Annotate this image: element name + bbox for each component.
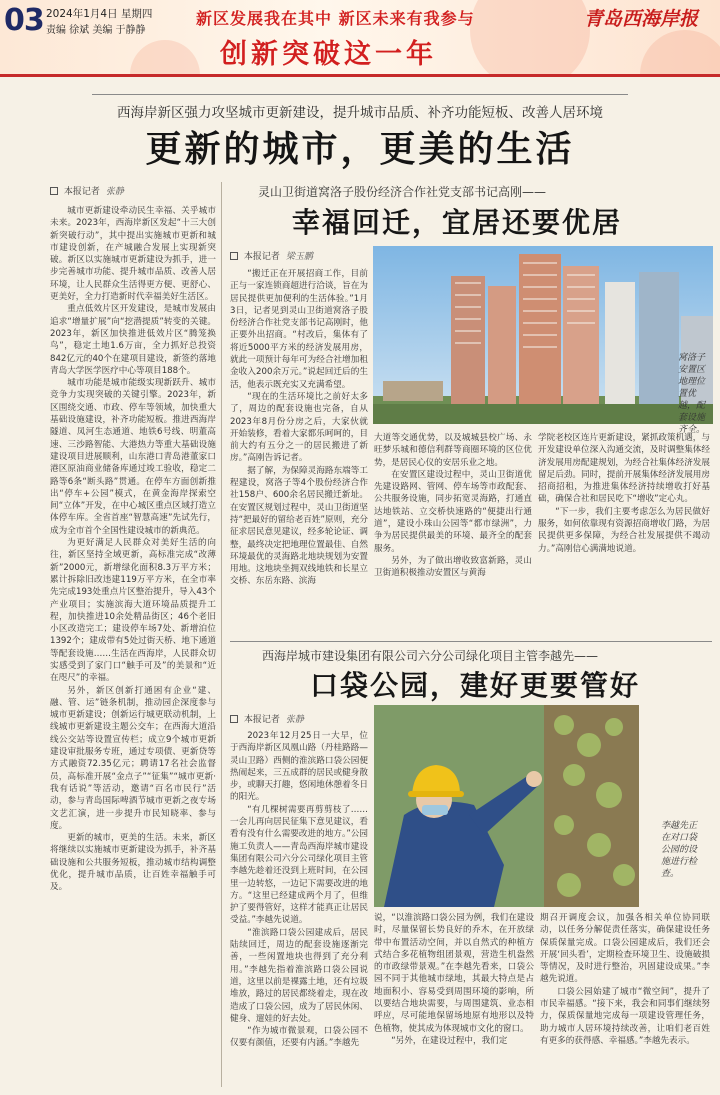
reporter-label: 本报记者 <box>243 715 280 725</box>
slogan-main: 创新突破这一年 <box>220 39 437 70</box>
paragraph: “淮滨路口袋公园建成后，居民陆续回迁，周边的配套设施逐渐完善，一些闲置地块也得到了充分利用。”李越先指着淮滨路口袋公园说道，这里以前是裸露土地，还有垃圾堆放，路过的居民都绕着走，现在改造成了口袋公园，成为了居民休闲、健身、遛娃的好去处。 <box>230 927 368 1024</box>
sub-article-2-column-1 <box>230 730 368 1088</box>
paragraph: “有几棵树需要再剪剪枝了……一会儿再向居民征集下意见建议，看看有没有什么需要改进的地方。”公园施工负责人——青岛西海岸城市建设集团有限公司六分公司绿化项目主管李越先趁着还没到上班时间，在公园里一边转悠，一边记下需要改进的地方。“这里已经建成两个月了，但维护了要得管好，这样才能真正让居民受益。”李越先说道。 <box>230 804 368 926</box>
paragraph: 另外，新区创新打通困有企业“建、融、管、运”链条机制，推动园企深度参与城市更新建设；创新运行城更联动机制，上线城市更新建设主题公交车；在西海大道沿线公交站等设置宣传栏；成立9个城市更新建设审批服务专班，通过专项债、更新贷等方式融资72.35亿元；聘请17名社会监督员，高标准开展“金点子”“征集”“城市更新·我有话说”等活动，邀请“百名市民行”活动，参与青岛国际啤酒节城市更新之夜专场文艺汇演，进一步提升市民知晓率、参与度。 <box>50 685 216 831</box>
section-rule <box>230 641 712 642</box>
worker-inspecting-photo <box>374 705 639 907</box>
reporter-signature: 张静 <box>285 715 304 725</box>
paragraph: 城市功能是城市能级实现新跃升、城市竞争力实现突破的关键引擎。2023年，新区围绕交通、市政、停车等领域，加快重大基础设施建设，补齐功能短板。推进西海岸隧道、凤河生态通道、地铁6号线、明董高速、三沙路智能、大港热力等重大基础设施建设项目进展顺利，山东港口青岛港董家口港区原油商业储备库通过竣工验收，稳定二路等6条“断头路”贯通。在停车方面创新推出“停车+公园”模式，在黄金海岸探索空间“立体”开发，在中心城区重点区域打造立体停车库。全省首座“智慧高速”先试先行，成为全市首个全国性建设城市的新典范。 <box>50 378 216 536</box>
sub-article-2-column-2 <box>374 912 534 1088</box>
paragraph: 为更好满足人民群众对美好生活的向往，新区坚持全域更新，高标准完成“改薄新”2000元，新增绿化面积8.3万平方米；累计拆除旧改违建119万平方米，在全市率先完成193处重点片区整治提升，导入43个产业项目；实施滨海大道环境品质提升工程，加快推进10余处精品街区；46个老旧小区改造完工；建设停车场7处、新增泊位1392个；建成带有5处过街天桥、地下通道等配套设施……生活在西海岸，人民群众切实感受到了家门口“触手可及”的美景和“近在咫尺”的幸福。 <box>50 538 216 684</box>
paragraph: “另外，在建设过程中，我们定 <box>391 1035 508 1046</box>
buildings-photo-caption: 窝洛子安置区地理位置优越，配套设施齐全。 <box>678 353 706 435</box>
paragraph: 大道等交通优势，以及城城县校广场、永旺梦乐城和德信利群等商圈环境的区位优势，是居民心仪的安居乐业之地。 <box>374 433 532 468</box>
sub-article-1-byline <box>230 249 313 262</box>
banner-divider <box>0 74 720 77</box>
worker-photo-caption: 李越先正在对口袋公园的设施进行检查。 <box>661 821 698 879</box>
reporter-label: 本报记者 <box>63 187 100 197</box>
sub-article-2-title: 口袋公园，建好更要管好 <box>310 669 641 702</box>
paragraph: 口袋公园始建了城市“微空间”，提升了市民幸福感。“接下来，我会和同事们继续努力，保质保量地完成每一项建设管理任务，助力城市人居环境持续改善，让咱们老百姓有更多的获得感、幸福感。”李越先表示。 <box>540 986 710 1046</box>
sub-article-1-column-2 <box>374 432 532 624</box>
banner-decoration <box>470 0 590 74</box>
paragraph: 另外，为了做出增收致富新路，灵山卫街道积极推动安置区与黄海 <box>374 555 532 579</box>
sub-article-1-kicker: 灵山卫街道窝洛子股份经济合作社党支部书记高刚—— <box>258 185 547 199</box>
main-article-headline: 更新的城市，更美的生活 <box>145 129 575 170</box>
apartment-buildings-photo <box>373 246 713 424</box>
main-article-body <box>50 205 216 1090</box>
slogan-line: 新区发展我在其中 新区未来有我参与 <box>196 9 475 28</box>
sub-article-2-byline <box>230 712 304 725</box>
paragraph: “下一步，我们主要考虑怎么为居民做好服务，如何依靠现有资源招商增收门路，为居民提供更多保障，为经合社发展提供不竭动力。”高刚信心满满地说道。 <box>538 506 710 554</box>
paragraph: 重点低效片区开发建设，是城市发展由追求“增量扩展”向“挖潜提质”转变的关键。2023年，新区加快推进低效片区“腾笼换鸟”，稳定土地1.6万亩，全力抓好总投资842亿元的40个在建项目建设，新签约落地青岛大学医学医疗中心等项目188个。 <box>50 304 216 376</box>
paragraph: 据了解，为保障灵海路东端等工程建设，窝洛子等4个股份经济合作社158户、600余名居民搬迁新址。在安置区规划过程中，灵山卫街道坚持“把最好的留给老百姓”原则，充分征求居民意见建议，经多轮论证、调整，最终决定把地理位置最佳、自然环境最优的灵海路北地块规划为安置用地。这地块坐拥双线地铁和长星立交桥、东岳东路、滨海 <box>230 465 368 587</box>
headline-rule <box>92 94 628 95</box>
paragraph: 城市更新建设牵动民生幸福、关乎城市未来。2023年，西海岸新区发起“十三大创新突破行动”，其中提出实施城市更新和城市建设创新，在产城融合发展上实现新突破。新区以实施城市更新建设为抓手，进一步完善城市功能、提升城市品质、改善人居环境，让人民群众生活得更方便、更舒心、更美好，全力打造新时代幸福美好生活区。 <box>50 206 216 303</box>
sub-article-1-title: 幸福回迁，宜居还要优居 <box>292 206 623 239</box>
editors-credit: 责编 徐斌 美编 于静静 <box>46 25 146 36</box>
banner-decoration <box>130 40 200 74</box>
newspaper-masthead: 青岛西海岸报 <box>584 8 699 30</box>
paragraph: 更新的城市，更美的生活。未来，新区将继续以实施城市更新建设为抓手，补齐基础设施和公共服务短板，推动城市结构调整优化，提升城市品质，让百姓幸福触手可及。 <box>50 833 216 893</box>
reporter-signature: 梁玉鹏 <box>285 252 313 262</box>
paragraph: 学院老校区连片更新建设，紧抓政策机遇，与开发建设单位深入沟通交流，及时调整集体经济发展用房配建规划，为经合社集体经济发展留足后劲。同时，提前开展集体经济发展用房招商招租，为推进集体经济持续增收打好基础，确保合社和居民吃下“增收”定心丸。 <box>538 433 710 505</box>
paragraph: “现在的生活环境比之前好太多了，周边的配套设施也完备，自从2023年8月份分房之后，大家伙就开始装修，看着大家都乐呵呵的，目前大约有五分之一的居民搬进了新房。”高刚告诉记者。 <box>230 391 368 464</box>
reporter-label: 本报记者 <box>243 252 280 262</box>
banner-decoration <box>640 30 720 74</box>
main-article-kicker: 西海岸新区强力攻坚城市更新建设，提升城市品质、补齐功能短板、改善人居环境 <box>117 105 603 121</box>
issue-date: 2024年1月4日 星期四 <box>46 8 153 20</box>
worker-illustration <box>374 705 639 907</box>
paragraph: “作为城市微景观，口袋公园不仅要有颜值，还要有内涵。”李越先 <box>230 1026 368 1049</box>
paragraph: 在安置区建设过程中，灵山卫街道优先建设路网、管网、停车场等市政配套、公共服务设施，同步拓宽灵海路，打通直达地铁站、立交桥快速路的“便捷出行通道”，建设小珠山公园等“都市绿洲”，力争为居民提供最美的环境、最齐全的配套服务。 <box>374 469 532 554</box>
column-divider <box>221 182 222 1087</box>
paragraph: 说，“以淮滨路口袋公园为例，我们在建设时，尽量保留长势良好的乔木，在开放绿带中布置活动空间，并以自然式的种植方式结合多花植物组团景观，营造生机盎然的市政绿带景观。”在李越先看来，口袋公园不同于其他城市绿地，其最大特点是占地面积小、容易受到周围环境的影响，所以要结合地块需要，与周围建筑、业态相呼应，尽可能地保留场地原有地形以及特色植物，使其成为体现城市文化的窗口。 <box>374 913 534 1034</box>
sub-article-2-column-3 <box>540 912 710 1088</box>
paragraph: “搬迁正在开展招商工作，目前正与一家连锁商超进行洽谈，旨在为居民提供更加便利的生活体验。”1月3日，记者见到灵山卫街道窝洛子股份经济合作社党支部书记高刚时，他正要外出招商。“村改后，集体有了将近5000平方米的经济发展用房，就此一项预计每年可为经合社增加租金收入200余万元。”说起回迁后的生活，他表示既充实又充满希望。 <box>230 269 368 390</box>
buildings-illustration <box>373 246 713 424</box>
sub-article-1-column-3 <box>538 432 710 624</box>
paragraph: 2023年12月25日一大早，位于西海岸新区凤凰山路（丹桂路路—灵山卫路）西侧的淮滨路口袋公园便热闹起来，三五成群的居民或健身散步，或聊天打趣，悠闲地休憩着冬日的阳光。 <box>230 731 368 803</box>
sub-article-2-kicker: 西海岸城市建设集团有限公司六分公司绿化项目主管李越先—— <box>262 649 599 663</box>
reporter-signature: 张静 <box>105 187 124 197</box>
sub-article-1-column-1 <box>230 268 368 624</box>
page-number: 03 <box>4 3 44 38</box>
paragraph: 期召开调度会议，加强各相关单位协同联动，以任务分解促责任落实，确保建设任务保质保量完成。口袋公园建成后，我们还会开展‘回头看’，定期检查环境卫生、设施破损等情况，及时进行整治，巩固建设成果。”李越先说道。 <box>540 913 710 985</box>
main-article-byline <box>50 184 124 197</box>
